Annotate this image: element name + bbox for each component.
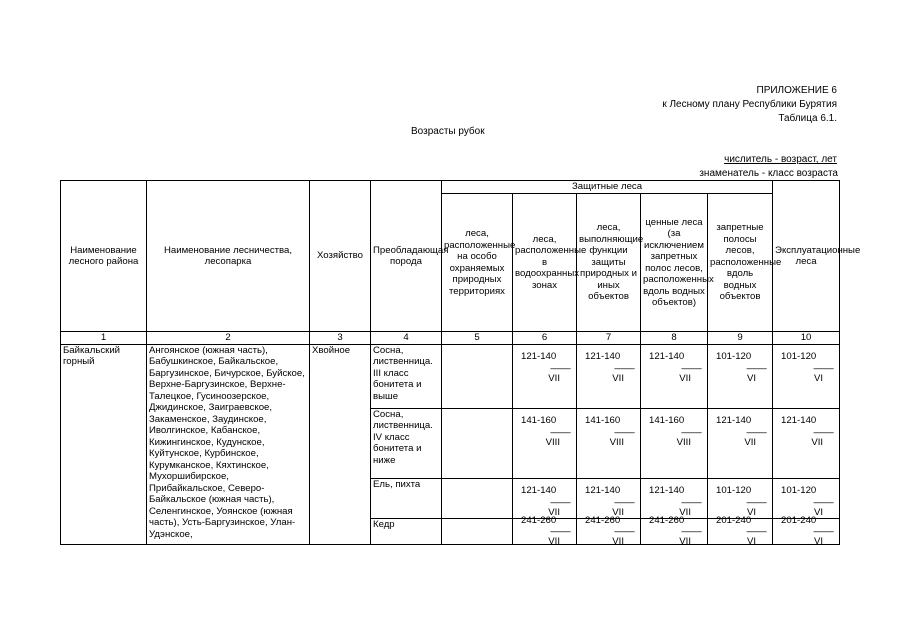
district-cell: Байкальский горный (61, 344, 147, 544)
age-cell (641, 478, 708, 518)
age-value: 141-160 (521, 414, 557, 426)
empty-cell (442, 478, 513, 518)
col-header-district: Наименование лесного района (61, 181, 147, 332)
age-value: 121-140 (781, 414, 817, 426)
page-title: Возрасты рубок (411, 126, 485, 137)
age-cell (513, 514, 577, 547)
age-class: VII (679, 535, 691, 547)
age-value: 201-240 (716, 514, 752, 526)
fraction-line: ------------ (550, 526, 570, 536)
fraction-line: ------------ (614, 427, 634, 437)
fraction-line: ------------ (813, 497, 834, 507)
fraction-line: ------------ (681, 363, 701, 373)
age-cell (773, 478, 840, 518)
appendix-label: ПРИЛОЖЕНИЕ 6 (756, 85, 837, 96)
fraction-line: ------------ (614, 363, 634, 373)
col-header-species: Преобладающая порода (371, 181, 442, 332)
col-header-exploitation: Эксплуатационные леса (773, 181, 840, 332)
age-class: VII (612, 372, 624, 384)
age-cell (773, 408, 840, 478)
age-cell (708, 408, 773, 478)
col-header-forbidden-strips: запретные полосы лесов, расположенные вдоль водных объектов (708, 194, 773, 332)
col-header-forestry: Наименование лесничества, лесопарка (147, 181, 310, 332)
col-header-protected-areas: леса, расположенные на особо охраняемых природных территориях (442, 194, 513, 332)
age-class: VII (744, 436, 757, 448)
age-cell (577, 478, 641, 518)
age-value: 121-140 (521, 484, 557, 496)
age-cell (513, 408, 577, 478)
age-cell (641, 344, 708, 408)
col-number: 10 (773, 332, 840, 345)
age-class: VI (813, 372, 824, 384)
table-number: Таблица 6.1. (778, 113, 837, 124)
age-value: 121-140 (585, 350, 621, 362)
fraction-line: ------------ (813, 427, 834, 437)
species-cell: Сосна, лиственница. IV класс бонитета и ниже (371, 408, 442, 478)
fraction-line: ------------ (550, 427, 570, 437)
col-header-economy: Хозяйство (310, 181, 371, 332)
age-class: VI (746, 506, 757, 518)
age-cell (708, 344, 773, 408)
age-cell (641, 514, 708, 547)
age-cell (773, 514, 840, 547)
age-cell (577, 408, 641, 478)
fraction-line: ------------ (746, 363, 767, 373)
col-number: 6 (513, 332, 577, 345)
col-header-protective: Защитные леса (442, 181, 773, 194)
fraction-line: ------------ (681, 497, 701, 507)
age-value: 141-160 (649, 414, 685, 426)
age-class: VII (548, 506, 560, 518)
cutting-ages-table (60, 180, 861, 547)
col-number: 8 (641, 332, 708, 345)
age-value: 121-140 (521, 350, 557, 362)
age-value: 101-120 (781, 350, 817, 362)
col-header-protection-functions: леса, выполняющие функции защиты природных и иных объектов (577, 194, 641, 332)
age-cell (708, 514, 773, 547)
age-cell (708, 478, 773, 518)
empty-cell (442, 408, 513, 478)
page-bottom-mask (0, 549, 905, 640)
species-cell: Сосна, лиственница. III класс бонитета и выше (371, 344, 442, 408)
col-header-water-zones: леса, расположенные в водоохранных зонах (513, 194, 577, 332)
empty-cell (442, 344, 513, 408)
age-cell (513, 478, 577, 518)
fraction-line: ------------ (614, 497, 634, 507)
appendix-subtitle: к Лесному плану Республики Бурятия (662, 99, 837, 110)
economy-cell: Хвойное (310, 344, 371, 544)
age-value: 121-140 (649, 350, 685, 362)
fraction-line: ------------ (550, 497, 570, 507)
age-value: 241-260 (649, 514, 685, 526)
age-class: VI (813, 535, 824, 547)
fraction-line: ------------ (746, 526, 767, 536)
forestry-list-cell: Ангоянское (южная часть), Бабушкинское, Байкальское, Баргузинское, Бичурское, Буйское, Верхне-Баргузинское, Верхне-Талецкое, Гусиноозерское, Джидинское, Заиграевское, Закаменское, Заудинское, Иволгинское, Кабанское, Кижингинское, Кудунское, Куйтунское, Курбинское, Курумканское, Кяхтинское, Мухоршибирское, Прибайкальское, Северо-Байкальское (южная часть), Селенгинское, Уоянское (южная часть), Усть-Баргузинское, Улан-Удэнское, (147, 344, 310, 544)
denominator-note: знаменатель - класс возраста (699, 168, 838, 179)
age-cell (773, 344, 840, 408)
age-class: VI (746, 535, 757, 547)
col-number: 1 (61, 332, 147, 345)
species-cell: Кедр (371, 518, 442, 544)
age-class: VIII (609, 436, 624, 448)
age-class: VIII (545, 436, 560, 448)
col-number: 5 (442, 332, 513, 345)
age-value: 121-140 (649, 484, 685, 496)
fraction-line: ------------ (813, 526, 834, 536)
numerator-note: числитель - возраст, лет (724, 154, 837, 165)
fraction-line: ------------ (681, 427, 701, 437)
fraction-line: ------------ (746, 497, 767, 507)
fraction-line: ------------ (550, 363, 570, 373)
fraction-line: ------------ (813, 363, 834, 373)
age-value: 121-140 (585, 484, 621, 496)
fraction-line: ------------ (746, 427, 767, 437)
age-value: 201-240 (781, 514, 817, 526)
age-class: VIII (676, 436, 691, 448)
col-number: 7 (577, 332, 641, 345)
age-class: VII (612, 535, 624, 547)
age-class: VII (811, 436, 824, 448)
col-number: 9 (708, 332, 773, 345)
col-number: 4 (371, 332, 442, 345)
empty-cell (442, 518, 513, 544)
age-class: VI (813, 506, 824, 518)
age-class: VII (612, 506, 624, 518)
age-value: 101-120 (781, 484, 817, 496)
col-number: 2 (147, 332, 310, 345)
fraction-line: ------------ (681, 526, 701, 536)
age-cell (577, 514, 641, 547)
age-class: VII (548, 535, 560, 547)
age-value: 121-140 (716, 414, 752, 426)
age-value: 241-260 (585, 514, 621, 526)
age-class: VI (746, 372, 757, 384)
age-cell (641, 408, 708, 478)
age-class: VII (548, 372, 560, 384)
fraction-line: ------------ (614, 526, 634, 536)
col-number: 3 (310, 332, 371, 345)
age-value: 101-120 (716, 350, 752, 362)
species-cell: Ель, пихта (371, 478, 442, 518)
col-header-valuable-forests: ценные леса (за исключением запретных полос лесов, расположенных вдоль водных объектов) (641, 194, 708, 332)
age-value: 241-260 (521, 514, 557, 526)
age-value: 141-160 (585, 414, 621, 426)
age-value: 101-120 (716, 484, 752, 496)
age-class: VII (679, 506, 691, 518)
age-class: VII (679, 372, 691, 384)
age-cell (577, 344, 641, 408)
age-cell (513, 344, 577, 408)
